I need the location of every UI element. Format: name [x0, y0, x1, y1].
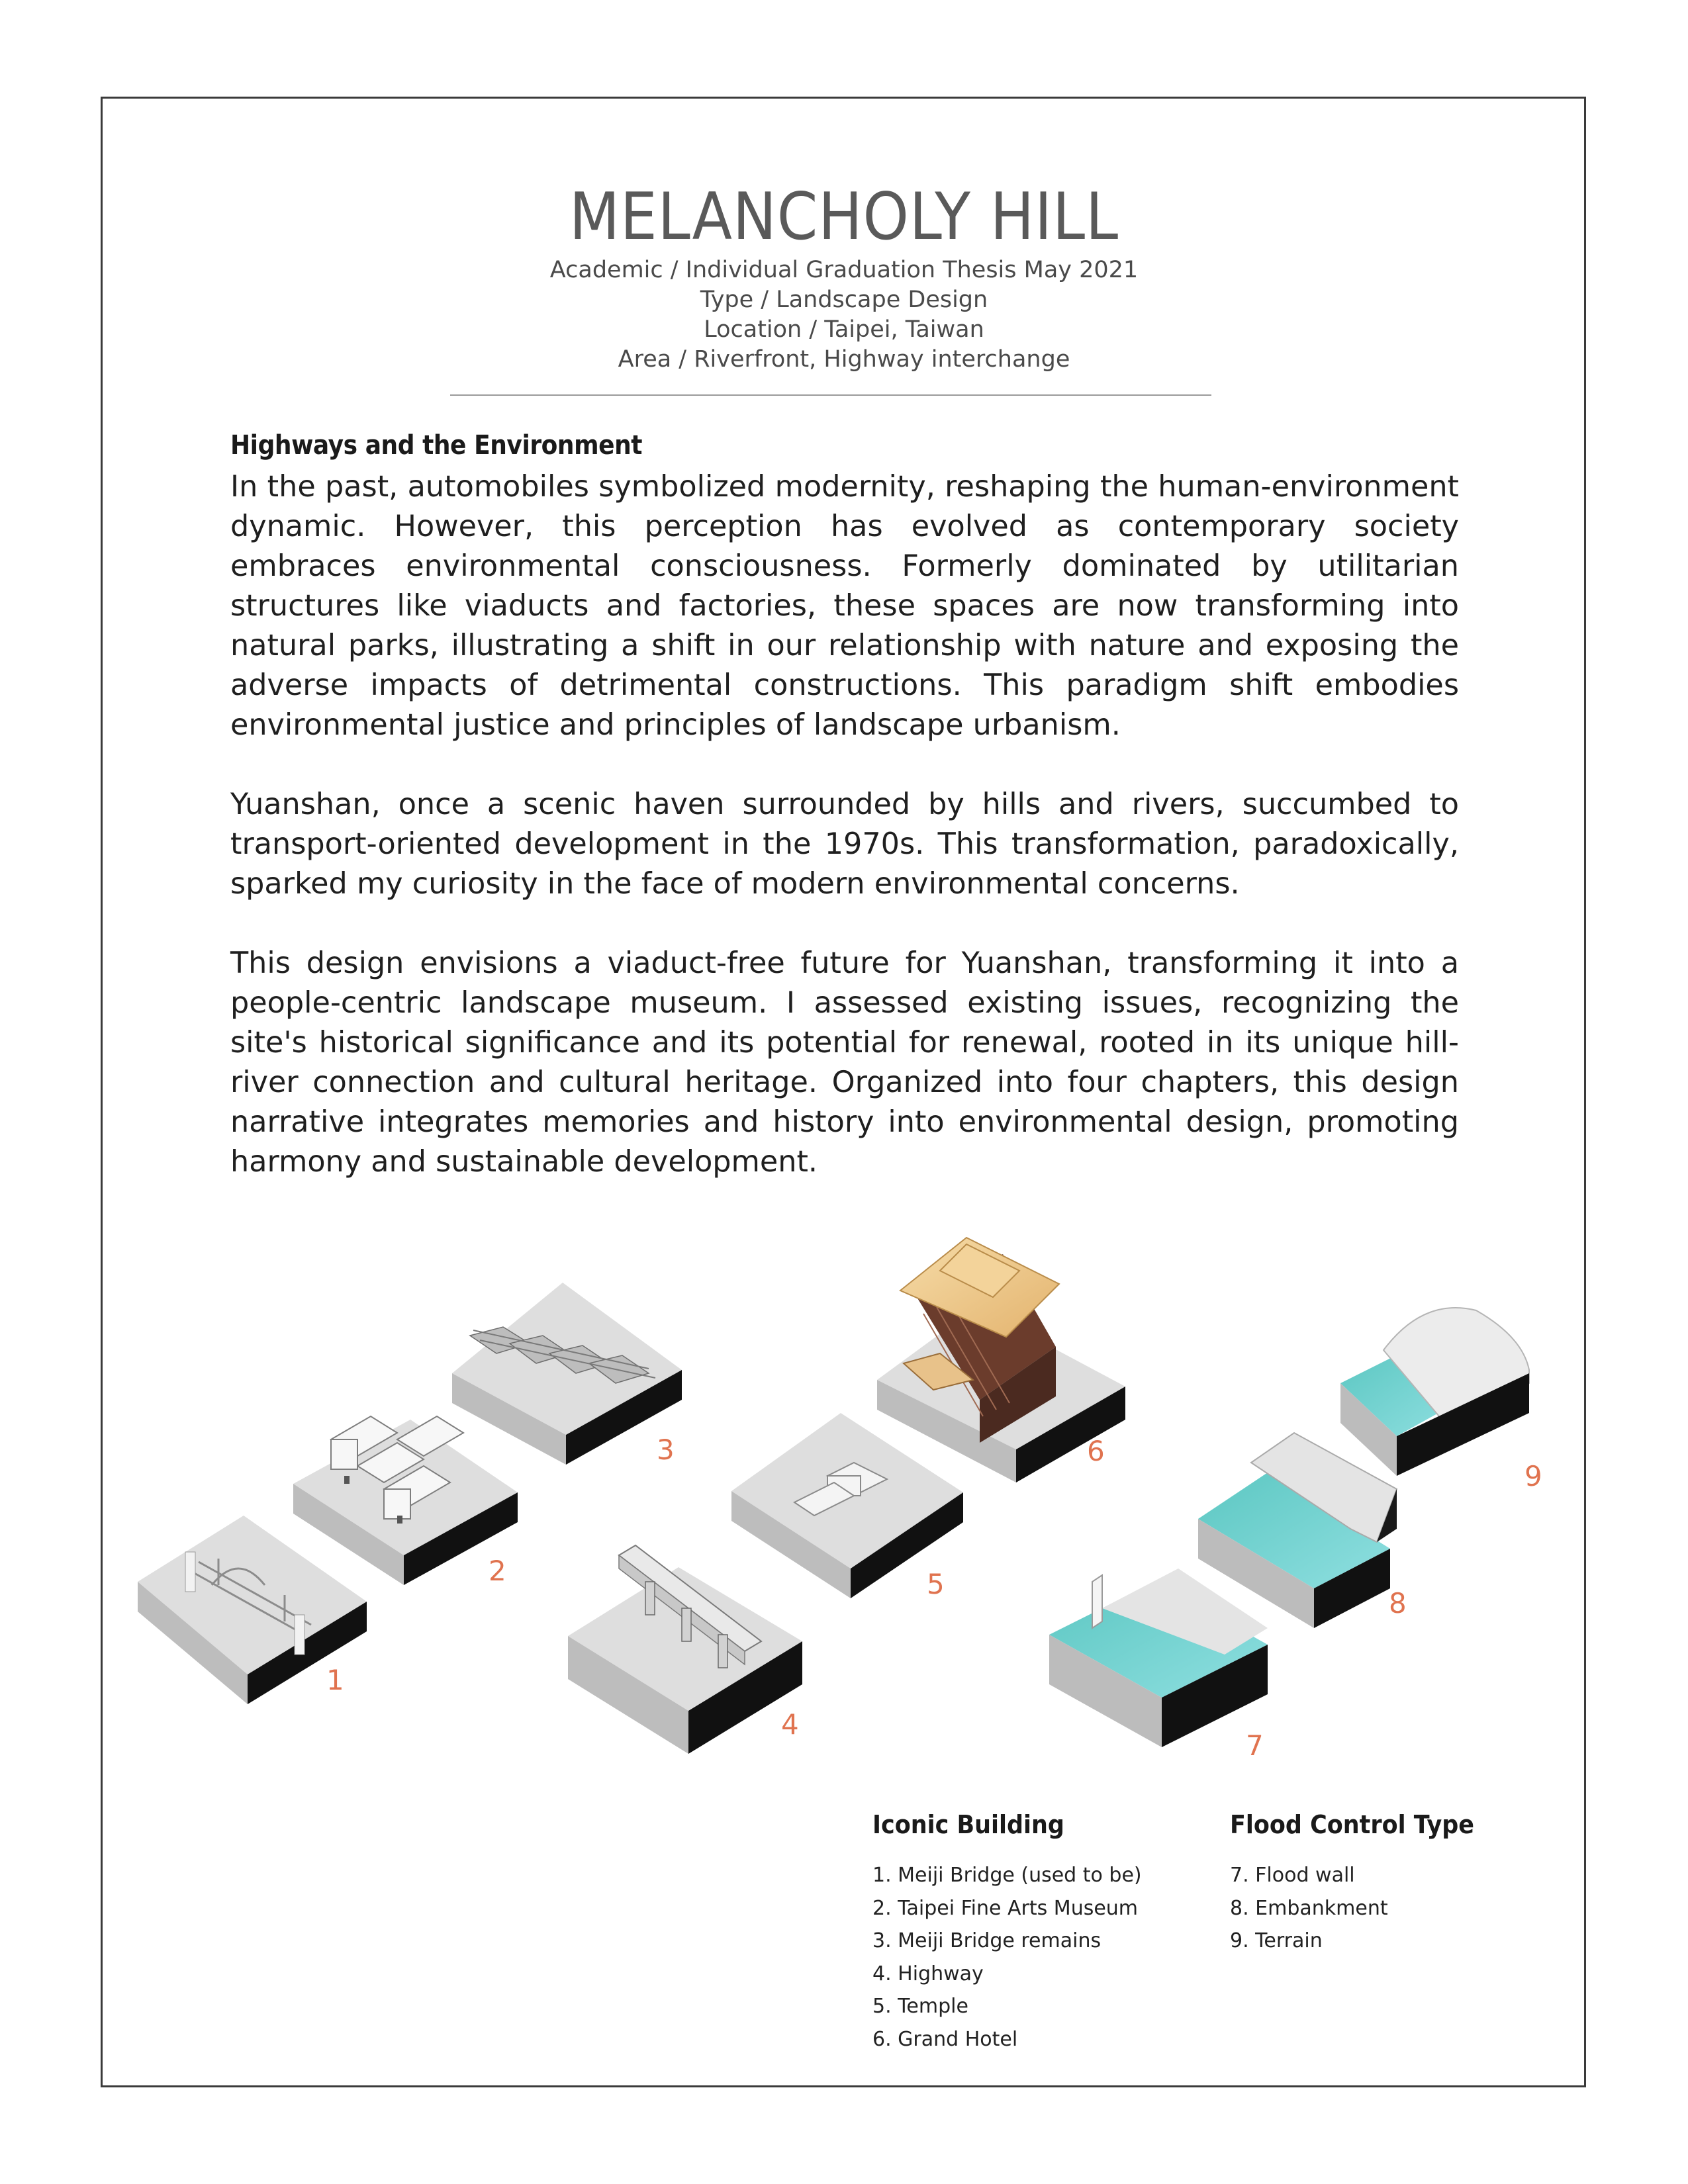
model-7-flood-wall	[1049, 1569, 1268, 1747]
model-number-1: 1	[326, 1664, 344, 1696]
meta-location: Location / Taipei, Taiwan	[704, 316, 984, 343]
legend-item: 3. Meiji Bridge remains	[872, 1929, 1102, 1952]
model-3-bridge-remains	[452, 1283, 682, 1465]
legend-item: 5. Temple	[872, 1995, 968, 2018]
model-4-highway	[568, 1545, 802, 1754]
model-number-7: 7	[1246, 1729, 1264, 1762]
legend-item: 4. Highway	[872, 1962, 984, 1985]
section-heading: Highways and the Environment	[230, 430, 643, 461]
legend-flood-list	[1230, 1859, 1495, 1958]
model-number-8: 8	[1389, 1587, 1407, 1619]
model-9-terrain	[1340, 1308, 1529, 1476]
meta-type: Type / Landscape Design	[700, 287, 988, 313]
legend-iconic-building	[872, 1810, 1142, 2056]
model-number-4: 4	[781, 1708, 799, 1741]
model-8-embankment	[1198, 1433, 1397, 1628]
legend-item: 1. Meiji Bridge (used to be)	[872, 1864, 1142, 1887]
paragraph-1: In the past, automobiles symbolized modernity, reshaping the human-environment dynamic. However, this perception has evolved as contemporary society embraces environmental consciousness. Formerly dominated by utilitarian structures like viaducts and factories, these spaces are now transforming into natural parks, illustrating a shift in our relationship with nature and exposing the adverse impacts of detrimental constructions. This paradigm shift embodies environmental justice and principles of landscape urbanism.	[230, 470, 1459, 742]
meta-academic: Academic / Individual Graduation Thesis May 2021	[549, 257, 1139, 283]
model-number-3: 3	[657, 1433, 675, 1466]
paragraph-2: Yuanshan, once a scenic haven surrounded by hills and rivers, succumbed to transport-oriented development in the 1970s. This transformation, paradoxically, sparked my curiosity in the face of modern environmental concerns.	[230, 788, 1459, 901]
legend-iconic-list	[872, 1859, 1142, 2056]
model-number-9: 9	[1524, 1460, 1542, 1492]
model-2-fine-arts-museum	[293, 1416, 518, 1585]
model-number-6: 6	[1087, 1435, 1105, 1467]
legend-iconic-heading: Iconic Building	[872, 1810, 1064, 1839]
legend-flood-control	[1230, 1810, 1495, 1958]
legend-item: 8. Embankment	[1230, 1896, 1388, 1920]
legend-item: 6. Grand Hotel	[872, 2027, 1018, 2051]
legend-item: 9. Terrain	[1230, 1929, 1323, 1952]
page-title: MELANCHOLY HILL	[569, 179, 1119, 255]
legend-flood-heading: Flood Control Type	[1230, 1810, 1475, 1839]
model-number-5: 5	[927, 1568, 945, 1600]
meta-area: Area / Riverfront, Highway interchange	[618, 346, 1070, 373]
legend-item: 7. Flood wall	[1230, 1864, 1355, 1887]
paragraph-3: This design envisions a viaduct-free future for Yuanshan, transforming it into a people-centric landscape museum. I assessed existing issues, recognizing the site's historical significance and its potential for renewal, rooted in its unique hill-river connection and cultural heritage. Organized into four chapters, this design narrative integrates memories and history into environmental design, promoting harmony and sustainable development.	[230, 946, 1459, 1179]
model-number-2: 2	[489, 1555, 506, 1587]
legend-item: 2. Taipei Fine Arts Museum	[872, 1896, 1139, 1920]
